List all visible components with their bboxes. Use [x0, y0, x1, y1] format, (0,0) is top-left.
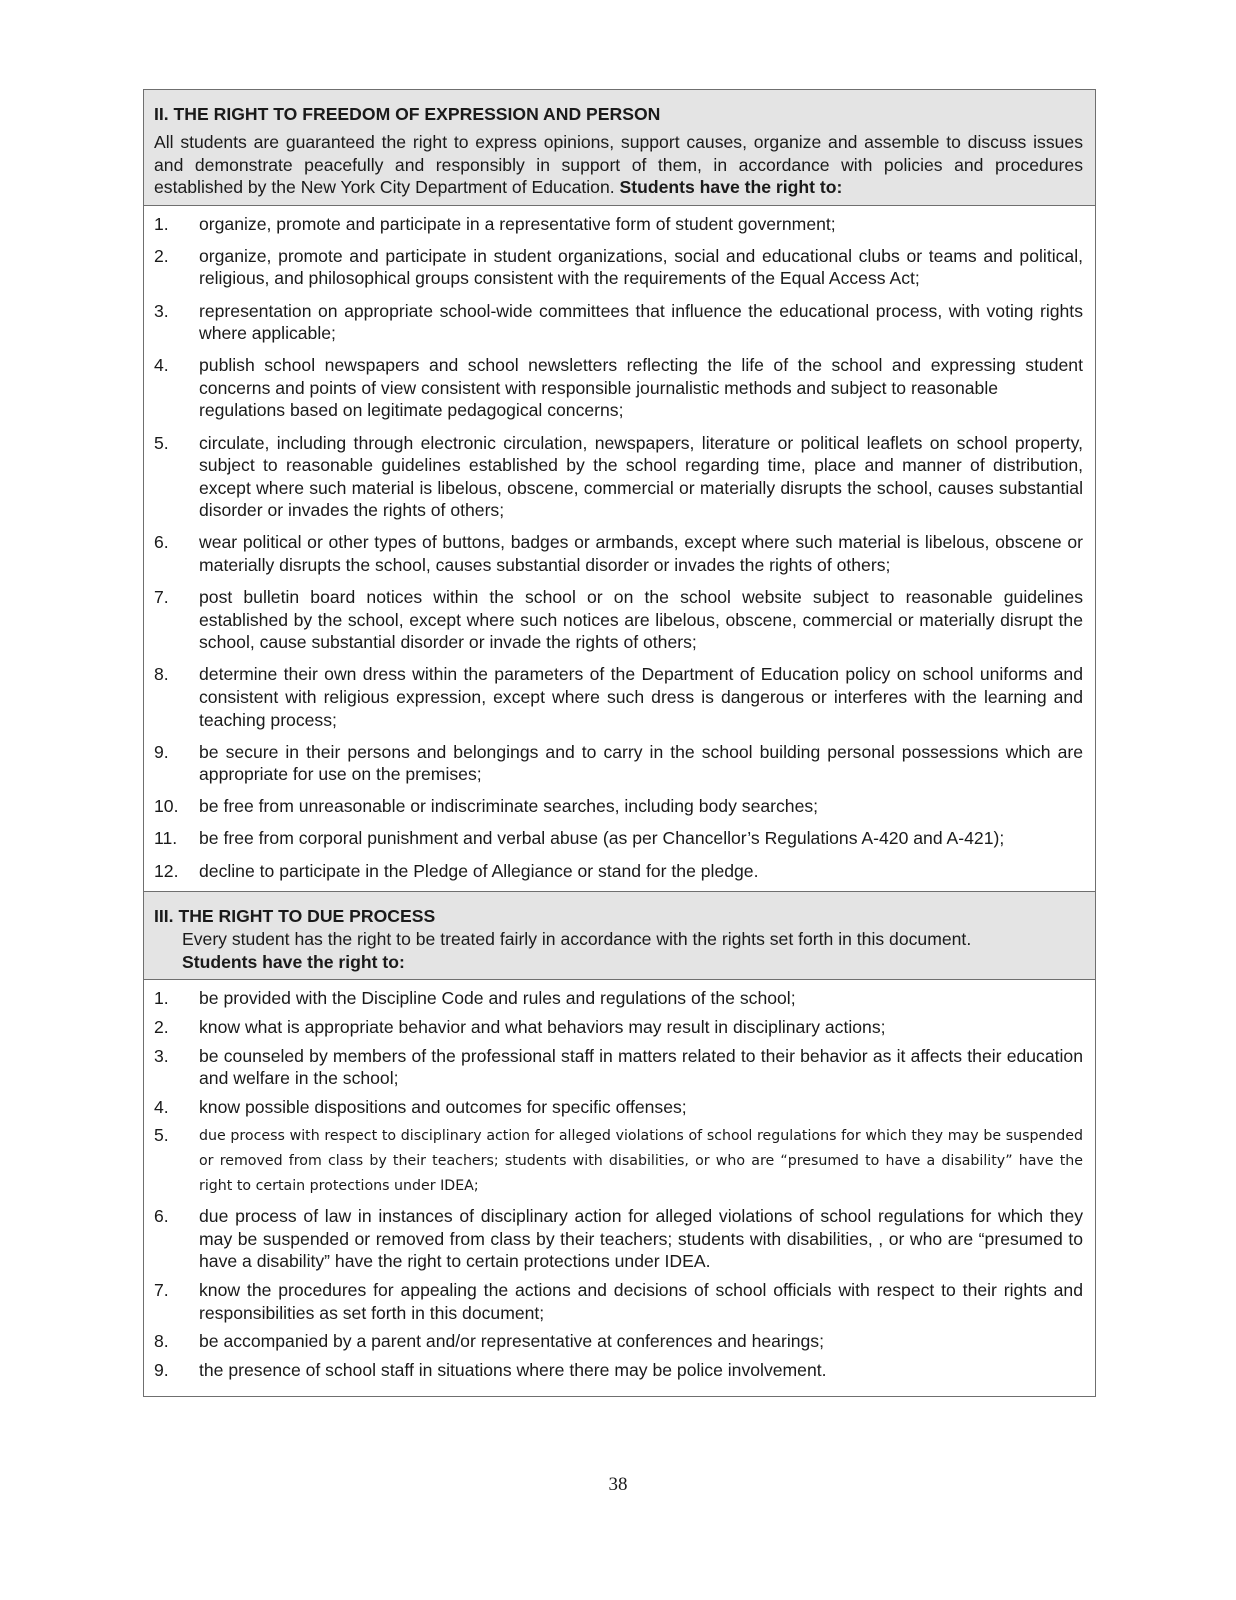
- list-item: [154, 1124, 1083, 1199]
- section-intro: [154, 131, 1083, 199]
- item-text: know possible dispositions and outcomes for specific offenses;: [199, 1096, 687, 1117]
- item-text: due process with respect to disciplinary action for alleged violations of school regulations for which they may be suspended or removed from class by their teachers; students with disabilities, or who are “presumed to have a disability” have the right to certain protections under IDEA;: [199, 1128, 1083, 1195]
- item-number: 7.: [154, 1280, 169, 1301]
- item-text: organize, promote and participate in a representative form of student government;: [199, 213, 836, 234]
- item-number: 6.: [154, 1206, 169, 1227]
- item-number: 1.: [154, 213, 169, 234]
- section-header-freedom-of-expression: [144, 90, 1095, 206]
- list-item: [154, 987, 1083, 1010]
- item-text: be secure in their persons and belongings and to carry in the school building personal possessions which are appropriate for use on the premises;: [199, 741, 1083, 785]
- item-text: determine their own dress within the parameters of the Department of Education policy on school uniforms and consistent with religious expression, except where such dress is dangerous or interferes with the learning and teaching process;: [199, 664, 1083, 730]
- item-number: 1.: [154, 988, 169, 1009]
- list-item: [154, 1359, 1083, 1382]
- item-text: be free from corporal punishment and verbal abuse (as per Chancellor’s Regulations A-420 and A-421);: [199, 828, 1005, 849]
- section-title: III. THE RIGHT TO DUE PROCESS: [154, 906, 436, 927]
- item-number: 12.: [154, 860, 179, 881]
- item-text-continued: regulations based on legitimate pedagogical concerns;: [199, 400, 624, 421]
- item-number: 6.: [154, 532, 169, 553]
- intro-text: Every student has the right to be treated fairly in accordance with the rights set forth in this document.: [182, 929, 972, 950]
- item-text: decline to participate in the Pledge of Allegiance or stand for the pledge.: [199, 860, 759, 881]
- item-text: be accompanied by a parent and/or representative at conferences and hearings;: [199, 1331, 824, 1352]
- item-number: 8.: [154, 664, 169, 685]
- item-number: 5.: [154, 432, 169, 453]
- list-item: [154, 300, 1083, 345]
- list-item: [154, 245, 1083, 290]
- item-text: publish school newspapers and school newsletters reflecting the life of the school and expressing student concerns and points of view consistent with responsible journalistic methods and subject to reasonable: [199, 355, 1083, 398]
- item-text: wear political or other types of buttons, badges or armbands, except where such material is libelous, obscene or materially disrupts the school, causes substantial disorder or invades the rights of others;: [199, 532, 1083, 575]
- list-item: [154, 432, 1083, 522]
- list-item: [154, 1016, 1083, 1039]
- item-text: post bulletin board notices within the school or on the school website subject to reasonable guidelines established by the school, except where such notices are libelous, obscene, commercial or materially disrupt the school, cause substantial disorder or invade the rights of others;: [199, 587, 1083, 653]
- item-number: 3.: [154, 300, 169, 321]
- list-item: [154, 213, 1083, 236]
- list-item: [154, 860, 1083, 883]
- item-number: 2.: [154, 1016, 169, 1037]
- item-text: due process of law in instances of disciplinary action for alleged violations of school regulations for which they may be suspended or removed from class by their teachers; students with disabilities, , or who are “presumed to have a disability” have the right to certain protections under IDEA.: [199, 1206, 1083, 1272]
- item-text: representation on appropriate school-wide committees that influence the educational process, with voting rights where applicable;: [199, 300, 1083, 344]
- intro-lead-in: Students have the right to:: [619, 177, 843, 198]
- section-items-due-process: [144, 980, 1095, 1396]
- list-item: [154, 1330, 1083, 1353]
- intro-lead-in: Students have the right to:: [182, 951, 405, 972]
- section-intro: [154, 928, 1083, 973]
- item-number: 8.: [154, 1331, 169, 1352]
- item-number: 3.: [154, 1045, 169, 1066]
- section-header-due-process: [144, 892, 1095, 980]
- item-number: 4.: [154, 1096, 169, 1117]
- list-item: [154, 1205, 1083, 1273]
- item-number: 9.: [154, 741, 169, 762]
- section-title: II. THE RIGHT TO FREEDOM OF EXPRESSION AND PERSON: [154, 104, 661, 124]
- item-number: 11.: [154, 828, 178, 849]
- rights-table: [143, 89, 1096, 1397]
- list-item: [154, 1045, 1083, 1090]
- item-number: 4.: [154, 355, 169, 376]
- list-item: [154, 1279, 1083, 1324]
- list-item: [154, 1096, 1083, 1119]
- list-item: [154, 663, 1083, 731]
- item-text: the presence of school staff in situations where there may be police involvement.: [199, 1359, 827, 1380]
- intro-text: All students are guaranteed the right to express opinions, support causes, organize and assemble to discuss issues and demonstrate peacefully and responsibly in support of them, in accordance with policies and procedures established by the New York City Department of Education.: [154, 132, 1083, 198]
- item-text: know the procedures for appealing the actions and decisions of school officials with respect to their rights and responsibilities as set forth in this document;: [199, 1280, 1083, 1323]
- item-text: be counseled by members of the professional staff in matters related to their behavior as it affects their education and welfare in the school;: [199, 1045, 1083, 1089]
- section-items-freedom-of-expression: [144, 206, 1095, 892]
- item-number: 9.: [154, 1359, 169, 1380]
- item-text: organize, promote and participate in student organizations, social and educational clubs or teams and political, religious, and philosophical groups consistent with the requirements of the Equal Access Act;: [199, 245, 1083, 289]
- list-item: [154, 795, 1083, 818]
- item-text: be free from unreasonable or indiscriminate searches, including body searches;: [199, 796, 819, 817]
- item-text-group: [199, 354, 1083, 422]
- item-number: 2.: [154, 245, 169, 266]
- item-text: circulate, including through electronic circulation, newspapers, literature or political leaflets on school property, subject to reasonable guidelines established by the school regarding time, place and manner of distribution, except where such material is libelous, obscene, commercial or materially disrupts the school, causes substantial disorder or invades the rights of others;: [199, 432, 1083, 521]
- list-item: [154, 827, 1083, 850]
- list-item: [154, 354, 1083, 422]
- item-number: 10.: [154, 796, 179, 817]
- item-text: know what is appropriate behavior and what behaviors may result in disciplinary actions;: [199, 1016, 886, 1037]
- page-number: 38: [608, 1474, 628, 1495]
- item-number: 7.: [154, 587, 169, 608]
- item-text: be provided with the Discipline Code and rules and regulations of the school;: [199, 988, 796, 1009]
- item-number: 5.: [154, 1125, 169, 1146]
- list-item: [154, 531, 1083, 576]
- list-item: [154, 586, 1083, 654]
- list-item: [154, 741, 1083, 786]
